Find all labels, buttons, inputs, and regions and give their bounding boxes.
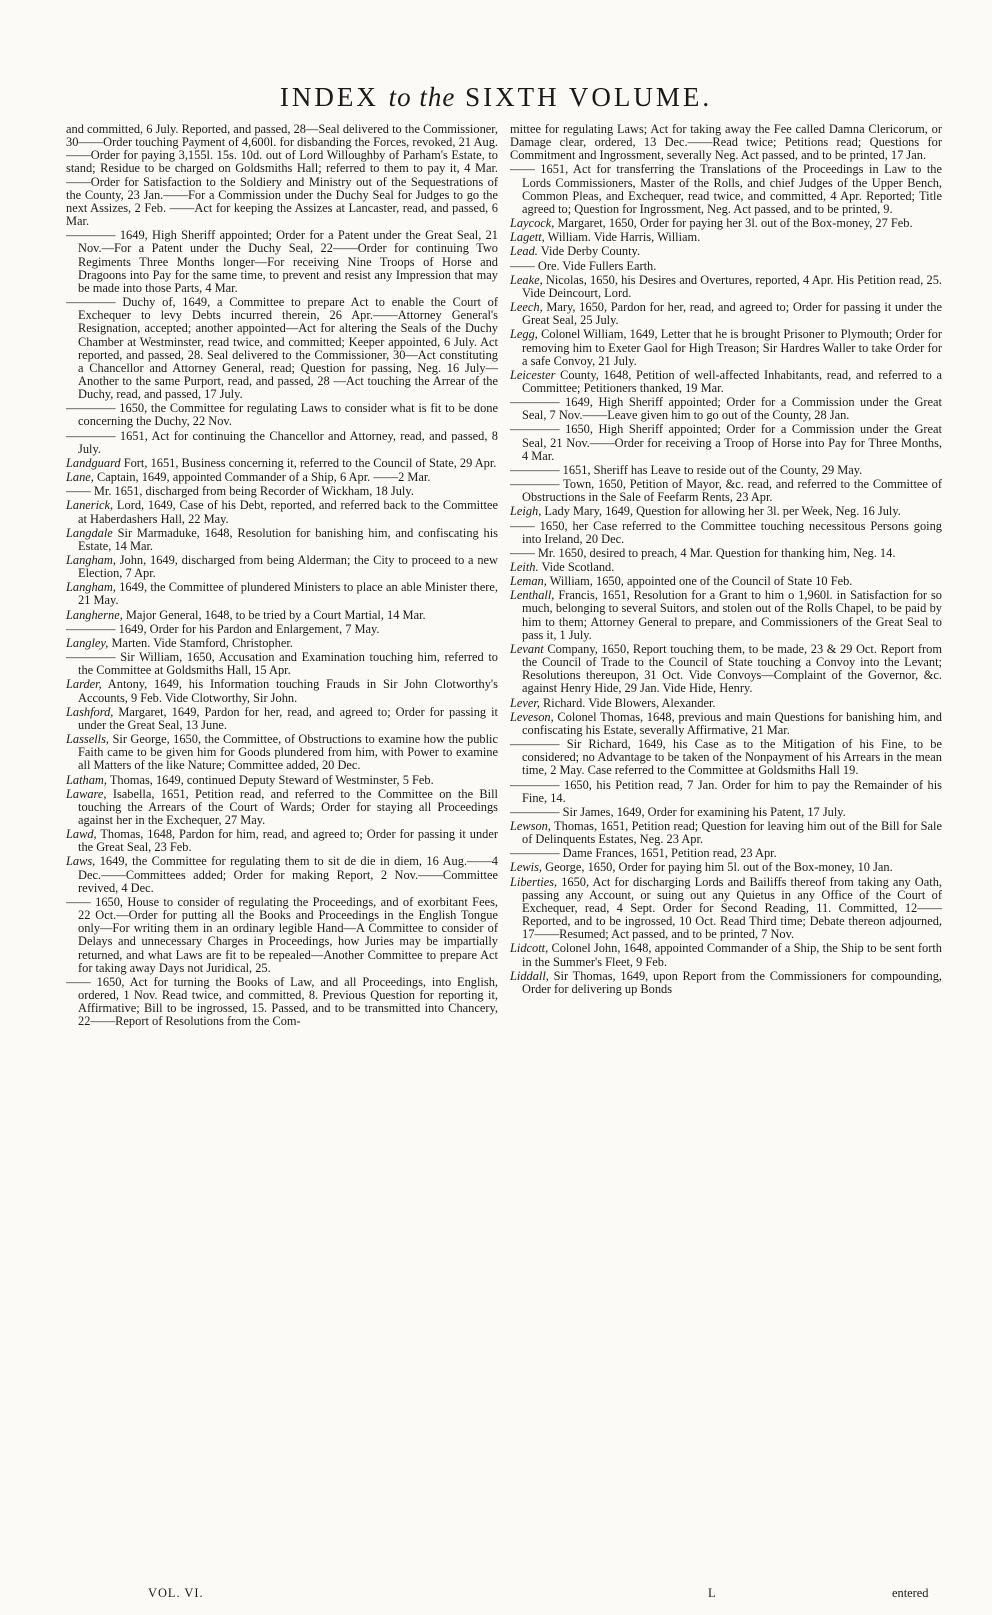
index-entry (510, 423, 942, 462)
entry-heading: Leman, (510, 574, 547, 589)
entry-heading: Lagett, (510, 230, 545, 245)
entry-text: Vide Derby County. (537, 244, 641, 259)
entry-text: Sir Marmaduke, 1648, Resolution for banishing him, and confiscating his Estate, 14 Mar. (78, 525, 498, 553)
index-entry (66, 581, 498, 607)
index-entry (510, 561, 942, 574)
index-entry (66, 296, 498, 401)
index-entry (66, 485, 498, 498)
entry-text: —— Ore. Vide Fullers Earth. (510, 258, 657, 273)
entry-text: 1649, the Committee for regulating them to sit de die in diem, 16 Aug.——4 Dec.——Committees added; Order for making Report, 2 Nov.——Committee revived, 4 Dec. (78, 854, 498, 895)
index-entry (510, 575, 942, 588)
title-to-the: to the (388, 82, 456, 112)
entry-text: ———— Sir Richard, 1649, his Case as to the Mitigation of his Fine, to be considered; no Advantage to be taken of the Nonpayment of his Arrears in the mean time, 2 May. Case referred to the Committee at Goldsmiths Hall 19. (510, 737, 942, 778)
entry-text: County, 1648, Petition of well-affected Inhabitants, read, and referred to a Committee; Petitioners thanked, 19 Mar. (522, 367, 942, 395)
index-entry (510, 396, 942, 422)
index-entry (510, 876, 942, 942)
index-entry (510, 697, 942, 710)
entry-heading: Legg, (510, 327, 538, 342)
entry-text: ———— 1649, High Sheriff appointed; Order for a Patent under the Great Seal, 21 Nov.—For a Patent under the Duchy Seal, 22——Order for continuing Two Regiments Three Months longer—For receiving Nine Troops of Horse and Dragoons into Pay for the same time, to prevent and resist any Impression that may be made into those Parts, 4 Mar. (66, 228, 498, 295)
entry-text: and committed, 6 July. Reported, and passed, 28—Seal delivered to the Commissioner, 30——Order touching Payment of 4,600l. for disbanding the Forces, revoked, 21 Aug.——Order for paying 3,155l. 15s. 10d. out of Lord Willoughby of Parham's Estate, to stand; Residue to be charged on Goldsmiths Hall; referred to them to pay it, 4 Mar.——Order for Satisfaction to the Soldiery and Ministry out of the Sequestrations of the County, 23 Jan.——For a Commission under the Duchy Seal for Judges to go the next Assizes, 2 Feb. ——Act for keeping the Assizes at Lancaster, read, and passed, 6 Mar. (66, 122, 498, 229)
index-entry (510, 942, 942, 968)
entry-heading: Leake, (510, 272, 543, 287)
index-entry (510, 547, 942, 560)
entry-heading: Lewson, (510, 818, 551, 833)
entry-text: Colonel John, 1648, appointed Commander of a Ship, the Ship to be sent forth in the Summer's Fleet, 9 Feb. (522, 941, 942, 969)
entry-text: Colonel Thomas, 1648, previous and main Questions for banishing him, and confiscating his Estate, severally Affirmative, 21 Mar. (522, 709, 942, 737)
index-entry (510, 970, 942, 996)
entry-text: Margaret, 1649, Pardon for her, read, and agreed to; Order for passing it under the Great Seal, 13 June. (78, 704, 498, 732)
entry-text: ———— 1649, Order for his Pardon and Enlargement, 7 May. (66, 621, 380, 636)
entry-text: Thomas, 1649, continued Deputy Steward of Westminster, 5 Feb. (106, 772, 434, 787)
entry-heading: Leech, (510, 300, 543, 315)
entry-heading: Lanerick, (66, 498, 114, 513)
entry-text: Major General, 1648, to be tried by a Court Martial, 14 Mar. (122, 607, 426, 622)
entry-text: —— Mr. 1651, discharged from being Recorder of Wickham, 18 July. (66, 484, 414, 499)
entry-text: Marten. Vide Stamford, Christopher. (108, 635, 293, 650)
title-index: INDEX (279, 82, 379, 112)
volume-footer: VOL. VI. (148, 1586, 204, 1600)
entry-text: Sir George, 1650, the Committee, of Obstructions to examine how the public Faith came to be given him for Goods plundered from him, with Power to examine all Matters of the like Nature; Committee added, 20 Dec. (78, 732, 498, 773)
entry-text: Margaret, 1650, Order for paying her 3l. out of the Box-money, 27 Feb. (554, 216, 913, 231)
entry-heading: Lassells, (66, 732, 110, 747)
entry-text: Captain, 1649, appointed Commander of a Ship, 6 Apr. ——2 Mar. (93, 470, 431, 485)
index-entry (510, 478, 942, 504)
entry-heading: Laws, (66, 854, 96, 869)
index-entry (66, 678, 498, 704)
index-entry (510, 464, 942, 477)
entry-text: —— 1651, Act for transferring the Translations of the Proceedings in Law to the Lords Commissioners, Master of the Rolls, and chief Judges of the Upper Bench, Common Pleas, and Exchequer, read twice, and committed, 4 Apr. Reported; Title agreed to; Question for Ingrossment, Neg. Act passed, and to be printed, 9. (510, 162, 942, 216)
index-entry (510, 711, 942, 737)
entry-heading: Lenthall, (510, 588, 555, 603)
entry-text: Thomas, 1648, Pardon for him, read, and agreed to; Order for passing it under the Great Seal, 23 Feb. (78, 827, 498, 855)
index-entry (510, 274, 942, 300)
entry-text: George, 1650, Order for paying him 5l. out of the Box-money, 10 Jan. (542, 860, 893, 875)
catchword: entered (892, 1586, 929, 1600)
index-entry (66, 623, 498, 636)
entry-text: William, 1650, appointed one of the Council of State 10 Feb. (546, 574, 853, 589)
entry-heading: Leigh, (510, 504, 542, 519)
entry-text: ———— 1651, Act for continuing the Chancellor and Attorney, read, and passed, 8 July. (66, 428, 498, 456)
index-entry (510, 245, 942, 258)
index-entry (66, 733, 498, 772)
entry-text: ———— Sir William, 1650, Accusation and Examination touching him, referred to the Committee at Goldsmiths Hall, 15 Apr. (66, 650, 498, 678)
entry-text: Thomas, 1651, Petition read; Question for leaving him out of the Bill for Sale of Delinquents Estates, Neg. 23 Apr. (522, 818, 942, 847)
page-title (0, 82, 992, 113)
index-entry (66, 651, 498, 677)
index-entry (66, 774, 498, 787)
entry-text: Colonel William, 1649, Letter that he is brought Prisoner to Plymouth; Order for removing him to Exeter Gaol for High Treason; Sir Hardres Waller to take Order for a safe Convoy, 21 July. (522, 327, 942, 368)
entry-text: ———— Town, 1650, Petition of Mayor, &c. read, and referred to the Committee of Obstructions in the Sale of Feefarm Rents, 23 Apr. (510, 477, 942, 505)
index-entry (66, 976, 498, 1029)
entry-heading: Laware, (66, 786, 107, 801)
entry-text: Company, 1650, Report touching them, to be made, 23 & 29 Oct. Report from the Council of Trade to the Council of State touching a Convoy into the Levant; Resolutions thereupon, 31 Oct. Vide Convoys—Complaint of the Governor, &c. against Henry Hide, 29 Jan. Vide Hide, Henry. (522, 641, 942, 696)
index-entry (66, 828, 498, 854)
entry-text: John, 1649, discharged from being Alderman; the City to proceed to a new Election, 7 Apr. (78, 553, 498, 581)
index-entry (66, 471, 498, 484)
entry-text: 1650, Act for discharging Lords and Bailiffs thereof from taking any Oath, passing any Account, or suing out any Quietus in any Office of the Court of Exchequer, read, 4 Sept. Order for Second Reading, 11. Committed, 12—— Reported, and to be ingrossed, 10 Oct. Read Third time; Debate thereon adjourned, 17——Resumed; Act passed, and to be printed, 7 Nov. (522, 874, 942, 942)
entry-heading: Langdale (66, 525, 113, 540)
index-entry (510, 738, 942, 777)
entry-text: ———— 1650, High Sheriff appointed; Order for a Commission under the Great Seal, 21 Nov.——Order for receiving a Troop of Horse into Pay for Three Months, 4 Mar. (510, 422, 942, 463)
entry-text: —— 1650, Act for turning the Books of Law, and all Proceedings, into English, ordered, 1 Nov. Read twice, and committed, 8. Previous Question for reporting it, Affirmative; Bill to be ingrossed, 15. Passed, and to be transmitted into Chancery, 22——Report of Resolutions from the Com- (66, 974, 498, 1029)
entry-heading: Lead. (510, 244, 538, 259)
index-entry (510, 779, 942, 805)
entry-heading: Lidcott, (510, 941, 549, 956)
index-entry (66, 499, 498, 525)
entry-text: ———— Sir James, 1649, Order for examining his Patent, 17 July. (510, 804, 846, 819)
entry-text: mittee for regulating Laws; Act for taking away the Fee called Damna Clericorum, or Damage clear, ordered, 13 Dec.——Read twice; Petitions read; Questions for Commitment and Ingrossment, severally Neg. Act passed, and to be printed, 17 Jan. (510, 122, 942, 163)
index-entry (510, 847, 942, 860)
index-entry (66, 229, 498, 295)
index-entry (510, 217, 942, 230)
right-column (510, 123, 942, 997)
index-entry (66, 788, 498, 827)
index-entry (66, 527, 498, 553)
index-entry (510, 505, 942, 518)
index-entry (510, 369, 942, 395)
entry-heading: Langherne, (66, 607, 123, 622)
entry-heading: Liberties, (510, 874, 558, 889)
entry-text: Francis, 1651, Resolution for a Grant to him o 1,960l. in Satisfaction for so much, belonging to several Suitors, and stolen out of the Rolls Chapel, to be paid by him to them; Attorney General to prepare, and Commissioners of the Great Seal to pass it, 1 July. (522, 588, 942, 642)
entry-text: ———— 1651, Sheriff has Leave to reside out of the County, 29 May. (510, 462, 863, 477)
title-volume: SIXTH VOLUME. (465, 82, 713, 112)
entry-heading: Landguard (66, 455, 121, 470)
index-entry (66, 637, 498, 650)
index-entry (510, 231, 942, 244)
entry-text: Vide Scotland. (538, 560, 615, 574)
entry-heading: Lane, (66, 470, 94, 485)
index-entry (66, 123, 498, 228)
index-entry (510, 301, 942, 327)
entry-heading: Lever, (510, 695, 540, 710)
entry-heading: Laycock, (510, 216, 555, 231)
entry-text: Richard. Vide Blowers, Alexander. (539, 695, 716, 710)
entry-text: ———— 1650, his Petition read, 7 Jan. Order for him to pay the Remainder of his Fine, 14. (510, 777, 942, 805)
index-entry (510, 589, 942, 642)
index-entry (66, 855, 498, 894)
entry-text: —— 1650, House to consider of regulating the Proceedings, and of exorbitant Fees, 22 Oct.—Order for putting all the Books and Proceedings in the English Tongue only—For writing them in an ordinary legible Hand—A Committee to consider of Delays and unnecessary Charges in Proceedings, how Juries may be impartially returned, and what Laws are fit to be repealed—Another Committee to prepare Act for taking away Days not Juridical, 25. (66, 894, 498, 975)
entry-text: Sir Thomas, 1649, upon Report from the Commissioners for compounding, Order for delivering up Bonds (522, 968, 942, 996)
entry-heading: Larder, (66, 677, 102, 692)
entry-heading: Langham, (66, 580, 116, 595)
entry-heading: Latham, (66, 772, 107, 787)
index-entry (66, 609, 498, 622)
entry-text: ———— Dame Frances, 1651, Petition read, 23 Apr. (510, 846, 777, 861)
index-entry (66, 706, 498, 732)
entry-heading: Levant (510, 641, 544, 656)
entry-text: Antony, 1649, his Information touching Frauds in Sir John Clotworthy's Accounts, 9 Feb. Vide Clotworthy, Sir John. (78, 677, 498, 705)
index-entry (510, 520, 942, 546)
entry-heading: Lewis, (510, 860, 543, 875)
index-entry (510, 328, 942, 367)
index-entry (510, 643, 942, 696)
entry-text: ———— 1650, the Committee for regulating Laws to consider what is fit to be done concerning the Duchy, 22 Nov. (66, 401, 498, 429)
index-entry (66, 896, 498, 975)
entry-heading: Leveson, (510, 709, 554, 724)
index-entry (510, 163, 942, 216)
index-entry (66, 554, 498, 580)
entry-text: William. Vide Harris, William. (544, 230, 701, 245)
entry-text: Lady Mary, 1649, Question for allowing her 3l. per Week, Neg. 16 July. (541, 504, 901, 519)
index-entry (66, 402, 498, 428)
entry-heading: Liddall, (510, 968, 549, 983)
entry-heading: Lawd, (66, 827, 97, 842)
index-entry (510, 861, 942, 874)
entry-heading: Langham, (66, 553, 116, 567)
index-entry (66, 457, 498, 470)
index-entry (510, 123, 942, 162)
signature-mark: L (708, 1586, 716, 1600)
entry-text: Isabella, 1651, Petition read, and referred to the Committee on the Bill touching the Arrears of the Court of Wards; Order for staying all Proceedings against her in the Exchequer, 27 May. (78, 786, 498, 827)
index-entry (510, 260, 942, 273)
entry-text: Lord, 1649, Case of his Debt, reported, and referred back to the Committee at Haberdashers Hall, 22 May. (78, 498, 498, 526)
entry-text: Fort, 1651, Business concerning it, referred to the Council of State, 29 Apr. (120, 455, 497, 470)
left-column (66, 123, 498, 1029)
index-entry (66, 430, 498, 456)
index-entry (510, 806, 942, 819)
entry-text: —— 1650, her Case referred to the Committee touching necessitous Persons going into Ireland, 20 Dec. (510, 518, 942, 546)
entry-text: 1649, the Committee of plundered Ministers to place an able Minister there, 21 May. (78, 580, 498, 608)
entry-heading: Lashford, (66, 704, 114, 719)
entry-text: ———— Duchy of, 1649, a Committee to prepare Act to enable the Court of Exchequer to levy Debts incurred therein, 26 Apr.——Attorney General's Resignation, accepted; another appointed—Act for altering the Seals of the Duchy Chamber at Westminster, read twice, and committed; Keeper appointed, 6 July. Act reported, and passed, 28. Seal delivered to the Commissioner, 30—Act constituting a Chancellor and Attorney General, read; Question for passing, Neg. 16 July—Another to the same Purport, read, and passed, 28 —Act touching the Arrear of the Duchy, read, and passed, 17 July. (66, 295, 498, 402)
entry-text: Nicolas, 1650, his Desires and Overtures, reported, 4 Apr. His Petition read, 25. Vide Deincourt, Lord. (522, 272, 942, 300)
entry-text: —— Mr. 1650, desired to preach, 4 Mar. Question for thanking him, Neg. 14. (510, 545, 896, 560)
entry-heading: Leicester (510, 367, 556, 382)
entry-text: Mary, 1650, Pardon for her, read, and agreed to; Order for passing it under the Great Seal, 25 July. (522, 300, 942, 328)
index-entry (510, 820, 942, 846)
entry-heading: Leith. (510, 560, 539, 574)
entry-text: ———— 1649, High Sheriff appointed; Order for a Commission under the Great Seal, 7 Nov.——Leave given him to go out of the County, 28 Jan. (510, 395, 942, 423)
entry-heading: Langley, (66, 635, 109, 650)
